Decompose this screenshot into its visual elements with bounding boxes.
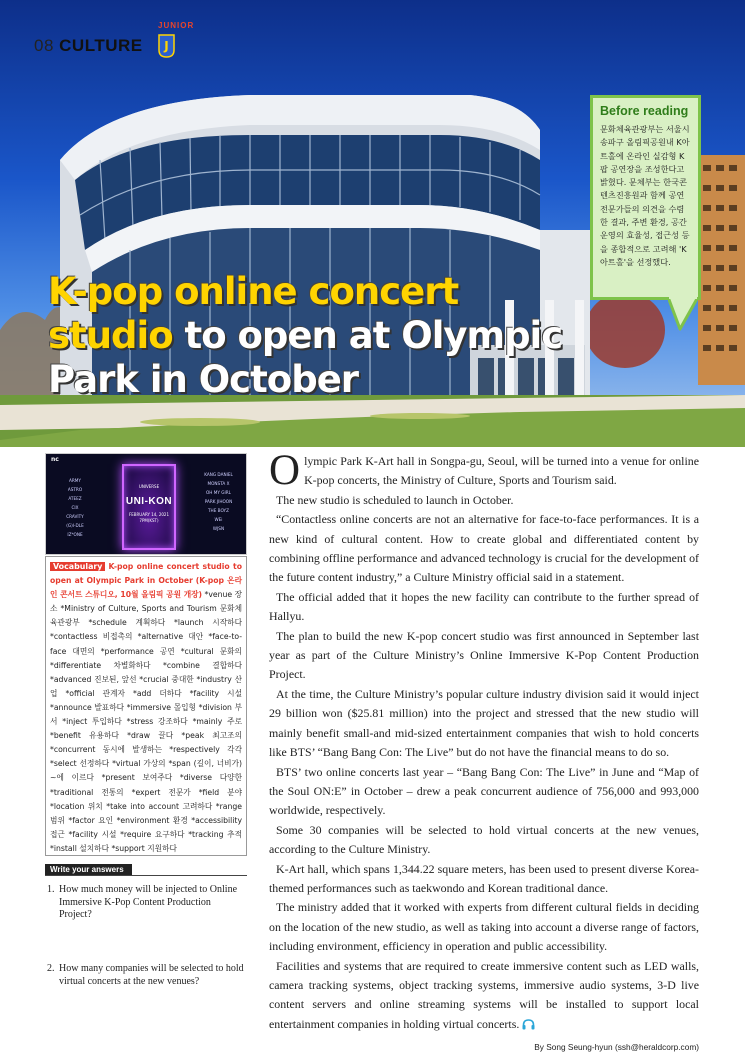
- before-reading-heading: Before reading: [600, 104, 689, 118]
- headline: [48, 270, 562, 402]
- vocabulary-tag: Vocabulary: [50, 562, 105, 571]
- before-reading-box: [590, 95, 701, 300]
- article-paragraph-2: The new studio is scheduled to launch in October.: [276, 492, 514, 507]
- nc-logo: nc: [51, 456, 59, 463]
- headline-line-3: Park in October: [48, 358, 359, 401]
- section-name: CULTURE: [59, 36, 143, 55]
- poster-date: FEBRUARY 14, 2021 7PM(KST): [128, 512, 170, 523]
- vocabulary-box: [45, 556, 247, 856]
- speech-tail-icon: [668, 297, 698, 331]
- hero-photo: [0, 0, 745, 447]
- write-answers-tag: Write your answers: [45, 864, 132, 875]
- headline-line-1: K-pop online concert: [48, 270, 459, 313]
- uni-kon-poster: [45, 453, 247, 555]
- section-label: [34, 36, 143, 56]
- poster-title: UNI-KON: [125, 496, 173, 507]
- vocabulary-entries: *venue 장소 *Ministry of Culture, Sports and Tourism 문화체육관광부 *schedule 계획하다 *launch 시작하다 *contactless 비접촉의 *alternative 대안 *face-to-face 대면의 *performance 공연 *cultural 문화의 *differentiate 차별화하다 *combine 결합하다 *advanced 진보된, 앞선 *crucial 중대한 *industry 산업 *official 관계자 *add 더하다 *facility 시설 *announce 발표하다 *immersive 몰입형 *division 부서 *inject 투입하다 *stress 강조하다 *mainly 주로 *benefit 유용하다 *draw 끌다 *peak 최고조의 *concurrent 동시에 발생하는 *respectively 각각 *select 선정하다 *virtual 가상의 *span (길이, 너비가) ~에 이르다 *present 보여주다 *diverse 다양한 *traditional 전통의 *expert 전문가 *field 분야 *location 위치 *take into account 고려하다 *range 범위 *factor 요인 *environment 환경 *accessibility 접근 *facility 시설 *require 요구하다 *tracking 추적 *install 설치하다 *support 지원하다: [50, 590, 242, 853]
- vocabulary-title: K-pop online concert studio to open at Olympic Park in October: [50, 562, 242, 586]
- write-answers-divider: [45, 875, 247, 876]
- article-body: [269, 447, 699, 1058]
- before-reading-text: 문화체육관광부는 서울시 송파구 올림픽공원내 K아트홀에 온라인 실감형 K팝 공연장을 조성한다고 밝혔다. 문체부는 한국콘텐츠진흥원과 함께 공연 전문가들의 의견을 수렴한 결과, 주변 환경, 공간 운영의 효율성, 접근성 등을 종합적으로 고려해 'K아트홀'을 선정했다.: [600, 124, 690, 267]
- badge-letter: J: [164, 39, 169, 53]
- poster-neon-frame: [122, 464, 176, 550]
- junior-wordmark: JUNIOR: [158, 21, 195, 30]
- article-paragraph-3: “Contactless online concerts are not an alternative for face-to-face performances. It is a new kind of cultural content. How to create global and differentiated content by combining offline performance and advanced technology is crucial for the development of the future content industry,” a Culture Ministry official said in a statement.: [269, 512, 699, 585]
- question-2: 2. How many companies will be selected to hold virtual concerts at the new venues?: [47, 963, 244, 987]
- article-paragraph-1: Olympic Park K-Art hall in Songpa-gu, Seoul, will be turned into a venue for online K-pop concerts, the Ministry of Culture, Sports and Tourism said.: [269, 447, 699, 494]
- headline-line-2-rest: to open at Olympic: [172, 314, 563, 357]
- article-paragraph-10: The ministry added that it worked with experts from different cultural fields in deciding on the location of the new studio, as well as taking into account a diverse range of factors, including environment, efficiency in operation and public accessibility.: [269, 900, 699, 954]
- junior-badge-icon: [158, 34, 175, 58]
- drop-cap: O: [269, 447, 301, 494]
- article-paragraph-11: Facilities and systems that are required to create immersive content such as LED walls, camera tracking systems, object tracking systems, immersive audio systems, 3-D live content servers and online streaming systems will be installed to support local entertainment companies in holding virtual concerts. By Song Seung-hyun (ssh@heraldcorp.com): [269, 957, 699, 1035]
- article-paragraph-4: The official added that it hopes the new facility can contribute to the further spread of Hallyu.: [269, 589, 699, 624]
- vocabulary-title-korean: (K-pop 온라인 콘서트 스튜디오, 10월 올림픽 공원 개장): [50, 576, 242, 600]
- question-1: 1. How much money will be injected to Online Immersive K-Pop Content Production Project?: [47, 884, 238, 920]
- article-paragraph-5: The plan to build the new K-pop concert studio was first announced in September last year as part of the Culture Ministry’s Online Immersive K-Pop Content Production Project.: [269, 628, 699, 682]
- byline: By Song Seung-hyun (ssh@heraldcorp.com): [534, 1042, 699, 1053]
- poster-artists-right: KANG DANIEL MONSTA X OH MY GIRL PARK JIHOON THE BOYZ WEi WJSN: [204, 472, 233, 531]
- article-paragraph-9: K-Art hall, which spans 1,344.22 square meters, has been used to present diverse Korea-themed performances such as taekwondo and Korean traditional dance.: [269, 861, 699, 895]
- headphones-icon[interactable]: [522, 1019, 535, 1030]
- headline-highlight: studio: [48, 314, 173, 357]
- poster-artists-left: ARMY ASTRO ATEEZ CIX CRAVITY (G)I-DLE IZ*ONE: [66, 478, 84, 537]
- poster-universe-label: UNIVERSE: [138, 484, 160, 489]
- article-paragraph-8: Some 30 companies will be selected to hold virtual concerts at the new venues, according to the Culture Ministry.: [269, 822, 699, 857]
- page-number: 08: [34, 36, 54, 55]
- article-paragraph-6: At the time, the Culture Ministry’s popular culture industry division said it would inject 29 billion won ($25.81 million) into the project and stressed that the new studio will mainly benefit small-and mid-sized entertainment companies that wish to hold concerts like BTS’ “Bang Bang Con: The Live” but do not have the financial means to do so.: [269, 686, 699, 760]
- headline-line-2: [48, 314, 562, 358]
- article-paragraph-7: BTS’ two online concerts last year – “Bang Bang Con: The Live” in June and “Map of the Soul ON:E” in October – drew a peak concurrent audience of 756,000 and 993,000 worldwide, respectively.: [269, 764, 699, 818]
